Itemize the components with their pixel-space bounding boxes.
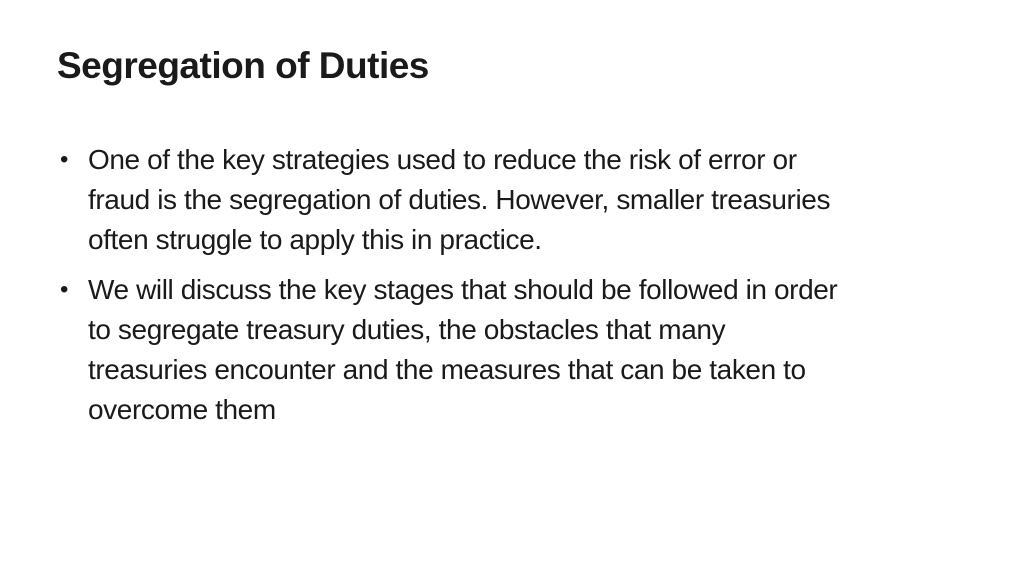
bullet-text (88, 270, 970, 430)
bullet-text-line: overcome them (88, 394, 276, 425)
bullet-text-line: We will discuss the key stages that should be followed in order (88, 274, 838, 305)
slide-title: Segregation of Duties (57, 44, 429, 86)
bullet-text-line: One of the key strategies used to reduce the risk of error or (88, 144, 797, 175)
slide-body (60, 140, 970, 440)
bullet-marker-icon: • (60, 276, 69, 303)
bullet-text-line: to segregate treasury duties, the obstacles that many (88, 314, 726, 345)
bullet-text-line: often struggle to apply this in practice. (88, 224, 542, 255)
bullet-item (60, 140, 970, 260)
bullet-text-line: treasuries encounter and the measures that can be taken to (88, 354, 806, 385)
bullet-text (88, 140, 970, 260)
bullet-text-line: fraud is the segregation of duties. However, smaller treasuries (88, 184, 831, 215)
bullet-marker-icon: • (60, 146, 69, 173)
bullet-item (60, 270, 970, 430)
